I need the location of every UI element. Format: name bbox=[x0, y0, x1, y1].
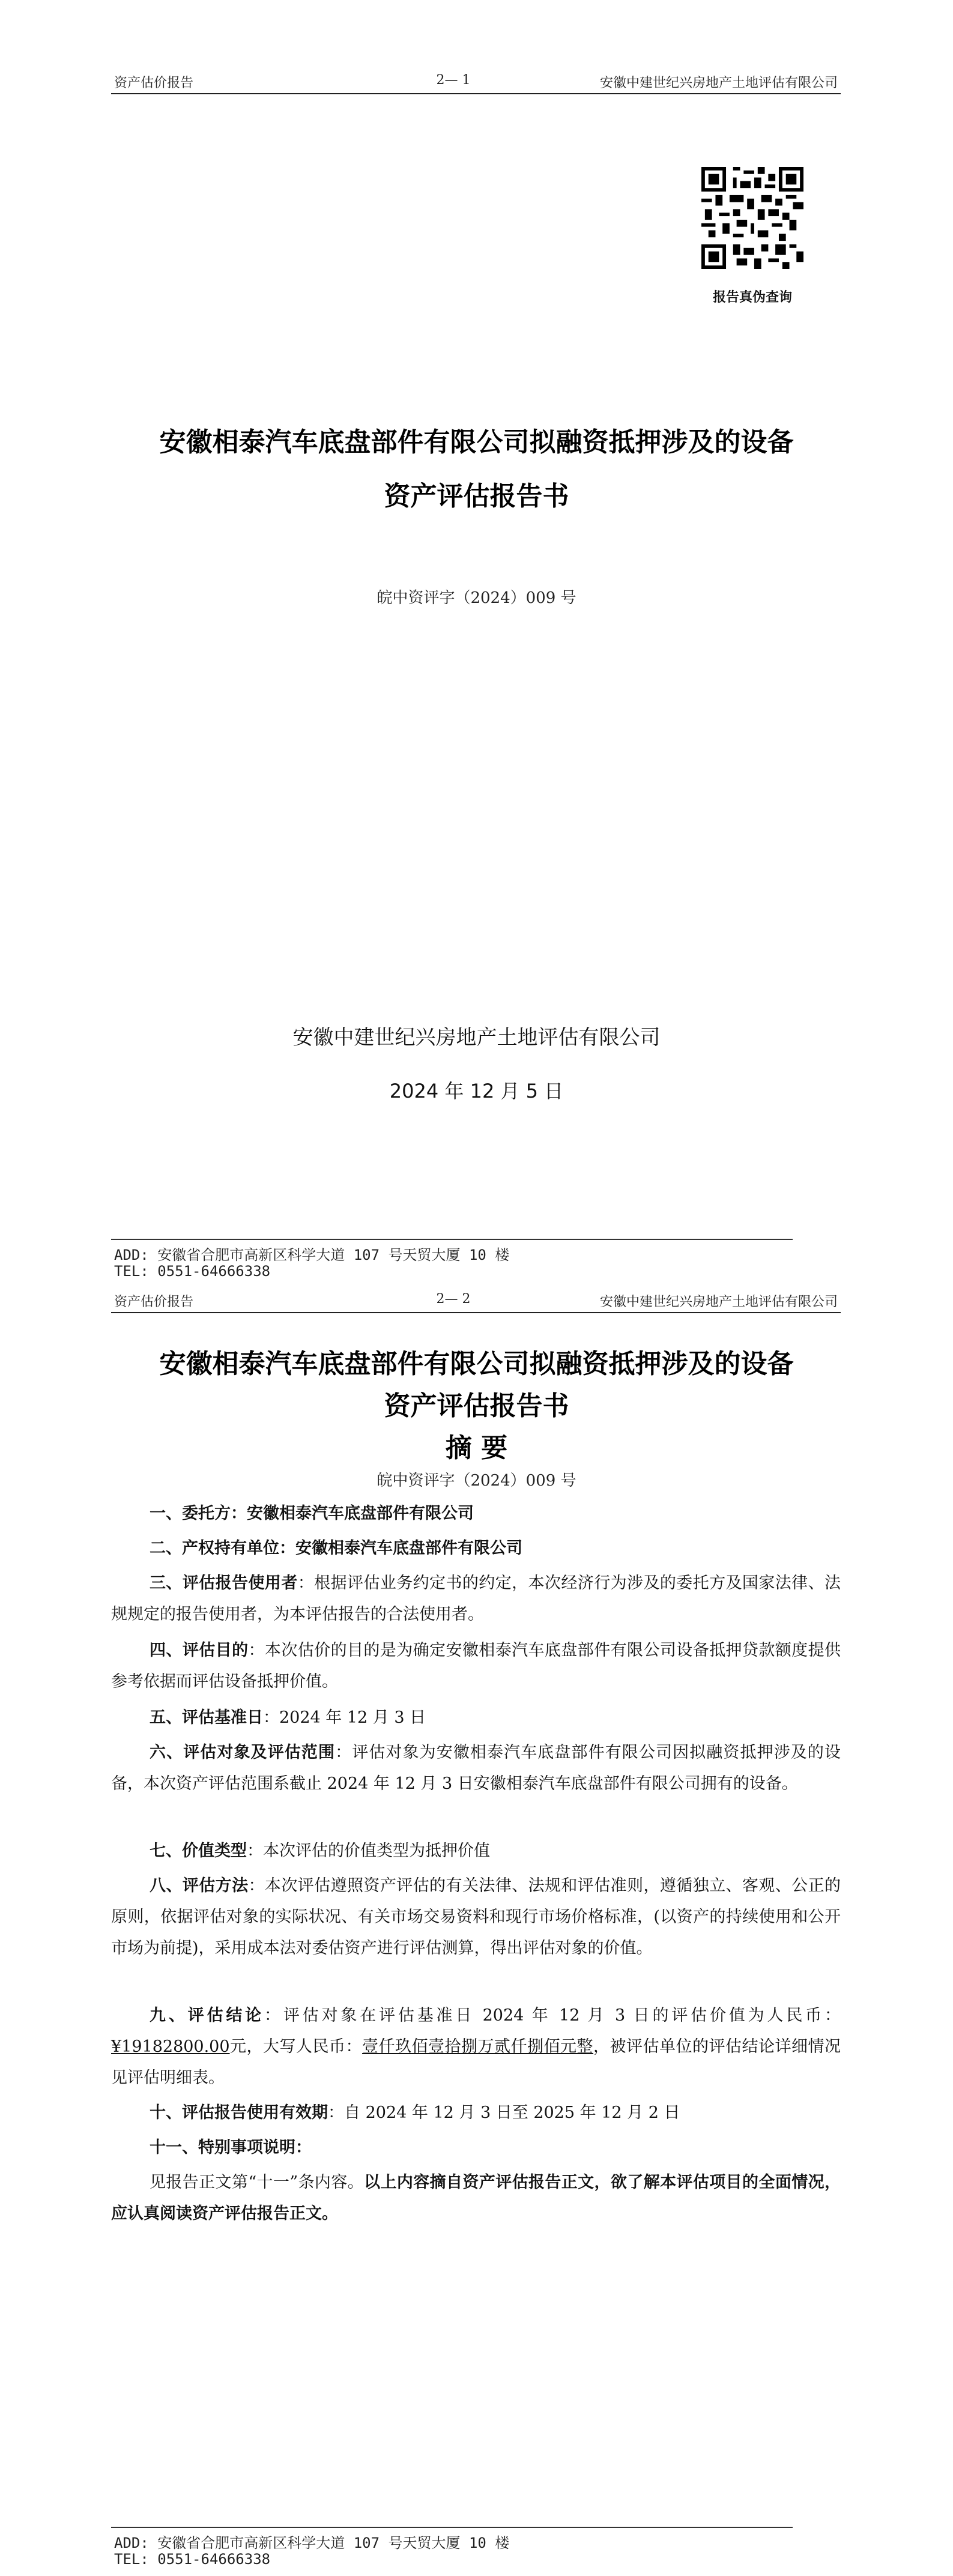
section-base-date-label: 五、评估基准日 bbox=[150, 1708, 263, 1727]
section-conclusion-text-c: ，被评估单位的评估结论详细情况见评估明细表。 bbox=[111, 2037, 841, 2087]
section-client bbox=[111, 1498, 841, 1529]
page-header bbox=[111, 69, 841, 94]
footer-tel: TEL: 0551-64666338 bbox=[114, 2551, 271, 2568]
footer-tel: TEL: 0551-64666338 bbox=[114, 1263, 271, 1280]
section-validity bbox=[111, 2097, 841, 2129]
section-owner-text: 二、产权持有单位：安徽相泰汽车底盘部件有限公司 bbox=[150, 1539, 522, 1558]
conclusion-amount: ¥19182800.00 bbox=[111, 2037, 230, 2056]
summary-title-line1: 安徽相泰汽车底盘部件有限公司拟融资抵押涉及的设备 bbox=[159, 1349, 794, 1379]
cover-organization: 安徽中建世纪兴房地产土地评估有限公司 bbox=[292, 1026, 661, 1050]
header-page-number: 2— 1 bbox=[436, 73, 471, 88]
section-conclusion-text-a: ：评估对象在评估基准日 2024 年 12 月 3 日的评估价值为人民币： bbox=[264, 2006, 841, 2025]
footer-address: ADD: 安徽省合肥市高新区科学大道 107 号天贸大厦 10 楼 bbox=[114, 1247, 510, 1263]
section-users bbox=[111, 1568, 841, 1630]
header-left: 资产估价报告 bbox=[114, 1295, 194, 1310]
conclusion-amount-chinese: 壹仟玖佰壹拾捌万贰仟捌佰元整 bbox=[362, 2037, 594, 2056]
section-special-label: 十一、特别事项说明： bbox=[150, 2138, 312, 2157]
header-right: 安徽中建世纪兴房地产土地评估有限公司 bbox=[599, 1295, 838, 1310]
section-scope-label: 六、评估对象及评估范围 bbox=[150, 1743, 336, 1762]
section-purpose bbox=[111, 1635, 841, 1698]
header-page-number: 2— 2 bbox=[436, 1292, 471, 1307]
section-value-type-label: 七、价值类型 bbox=[150, 1842, 247, 1860]
header-right: 安徽中建世纪兴房地产土地评估有限公司 bbox=[599, 76, 838, 91]
section-method bbox=[111, 1870, 841, 1964]
section-purpose-text: ：本次估价的目的是为确定安徽相泰汽车底盘部件有限公司设备抵押贷款额度提供参考依据而评估设备抵押价值。 bbox=[111, 1641, 841, 1691]
report-page-2 bbox=[0, 1288, 953, 2576]
summary-title-line3: 摘 要 bbox=[445, 1433, 508, 1463]
qr-code-icon[interactable] bbox=[701, 167, 803, 269]
cover-doc-number: 皖中资评字（2024）009 号 bbox=[377, 589, 576, 607]
footer-divider bbox=[111, 2527, 793, 2528]
section-special-text: 见报告正文第“十一”条内容。 bbox=[150, 2173, 365, 2192]
section-special-note: 以上内容摘自资产评估报告正文，欲了解本评估项目的全面情况，应认真阅读资产评估报告正文。 bbox=[111, 2173, 841, 2223]
section-validity-text: ：自 2024 年 12 月 3 日至 2025 年 12 月 2 日 bbox=[328, 2103, 680, 2122]
section-method-label: 八、评估方法 bbox=[150, 1876, 249, 1895]
section-owner bbox=[111, 1533, 841, 1564]
section-validity-label: 十、评估报告使用有效期 bbox=[150, 2103, 328, 2122]
section-client-text: 一、委托方：安徽相泰汽车底盘部件有限公司 bbox=[150, 1504, 474, 1523]
qr-caption: 报告真伪查询 bbox=[712, 290, 792, 305]
section-special-body bbox=[111, 2167, 841, 2230]
section-method-text: ：本次评估遵照资产评估的有关法律、法规和评估准则，遵循独立、客观、公正的原则，依据评估对象的实际状况、有关市场交易资料和现行市场价格标准，(以资产的持续使用和公开市场为前提)，采用成本法对委估资产进行评估测算，得出评估对象的价值。 bbox=[111, 1876, 841, 1958]
section-base-date-text: ：2024 年 12 月 3 日 bbox=[263, 1708, 426, 1727]
cover-date: 2024 年 12 月 5 日 bbox=[389, 1080, 564, 1102]
summary-doc-number: 皖中资评字（2024）009 号 bbox=[377, 1472, 576, 1490]
section-value-type-text: ：本次评估的价值类型为抵押价值 bbox=[247, 1842, 490, 1860]
cover-title-line1: 安徽相泰汽车底盘部件有限公司拟融资抵押涉及的设备 bbox=[159, 427, 794, 458]
section-conclusion-label: 九、评估结论 bbox=[150, 2006, 265, 2025]
section-users-label: 三、评估报告使用者 bbox=[150, 1574, 298, 1592]
section-special bbox=[111, 2132, 841, 2163]
section-users-text: ：根据评估业务约定书的约定，本次经济行为涉及的委托方及国家法律、法规规定的报告使用者，为本评估报告的合法使用者。 bbox=[111, 1574, 841, 1624]
footer-address: ADD: 安徽省合肥市高新区科学大道 107 号天贸大厦 10 楼 bbox=[114, 2535, 510, 2551]
section-scope bbox=[111, 1737, 841, 1800]
section-conclusion bbox=[111, 2000, 841, 2094]
section-base-date bbox=[111, 1702, 841, 1734]
cover-title-line2: 资产评估报告书 bbox=[384, 481, 569, 512]
section-scope-text: ：评估对象为安徽相泰汽车底盘部件有限公司因拟融资抵押涉及的设备，本次资产评估范围系截止 2024 年 12 月 3 日安徽相泰汽车底盘部件有限公司拥有的设备。 bbox=[111, 1743, 841, 1793]
header-left: 资产估价报告 bbox=[114, 76, 194, 91]
section-conclusion-text-b: 元，大写人民币： bbox=[229, 2037, 363, 2056]
section-value-type bbox=[111, 1836, 841, 1867]
section-purpose-label: 四、评估目的 bbox=[150, 1641, 249, 1660]
footer-divider bbox=[111, 1239, 793, 1240]
summary-title-line2: 资产评估报告书 bbox=[384, 1391, 569, 1421]
page-header bbox=[111, 1288, 841, 1313]
